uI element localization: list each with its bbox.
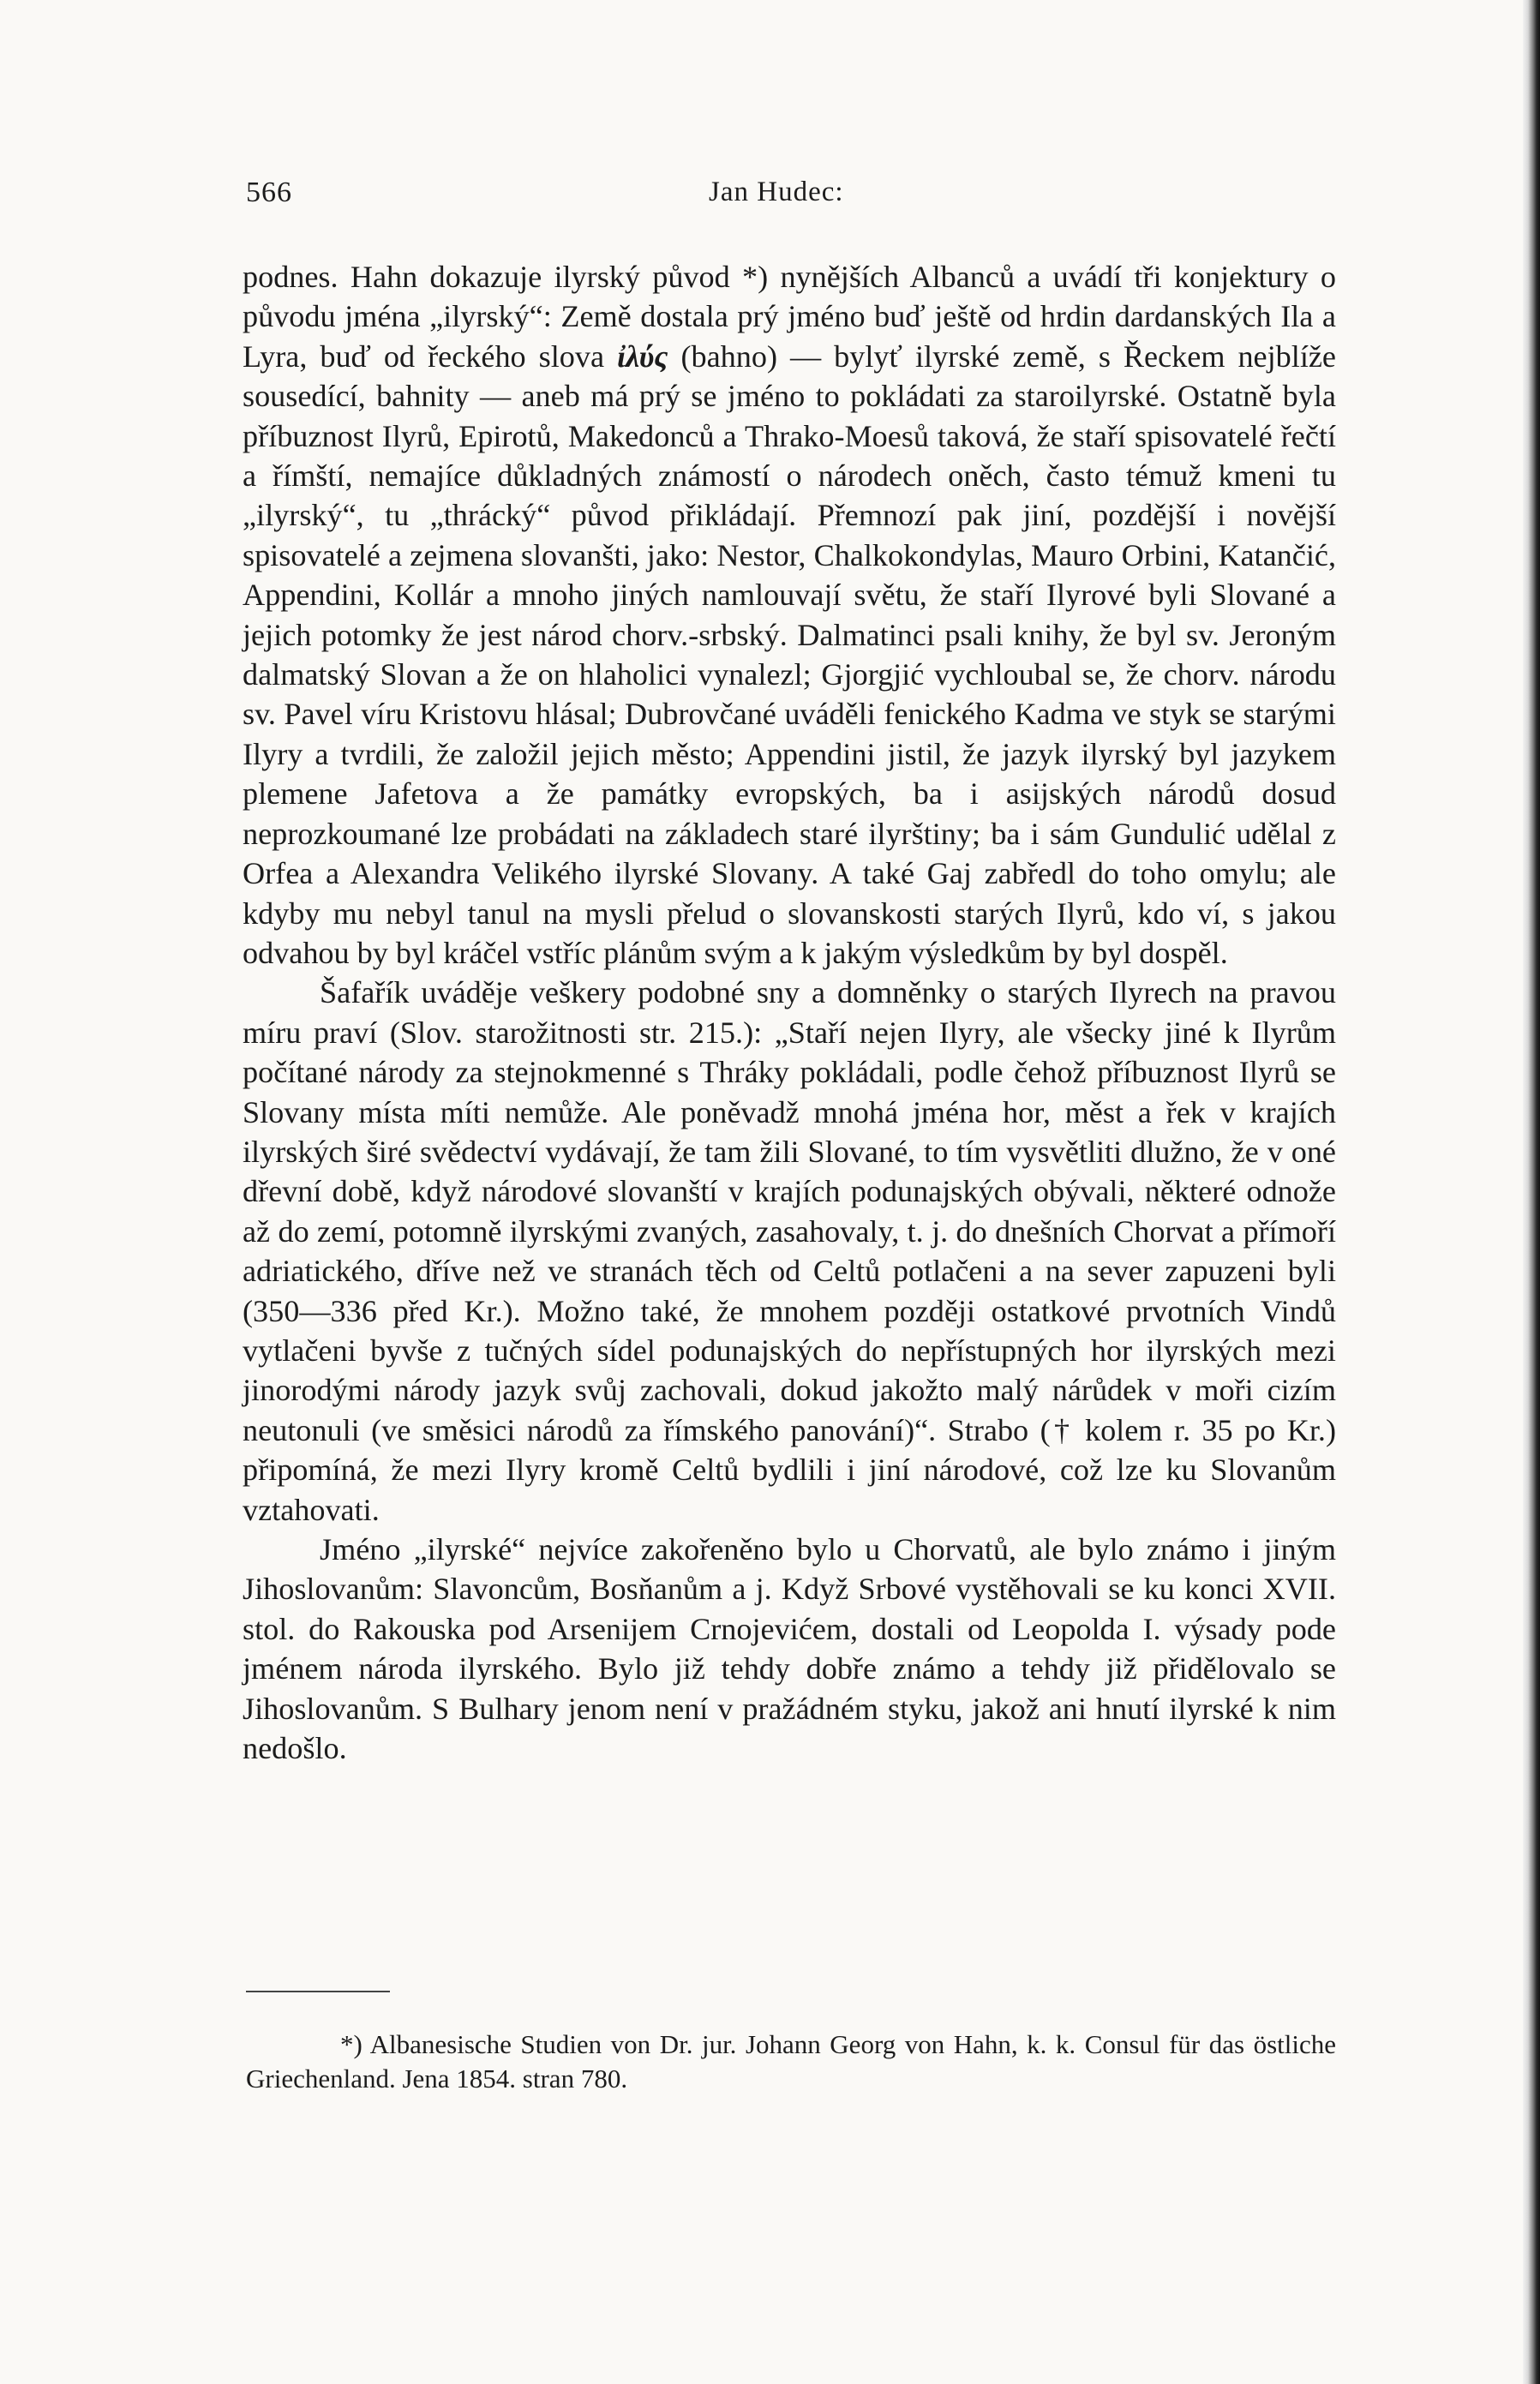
page-header (246, 177, 1300, 219)
running-head: Jan Hudec: (709, 177, 844, 207)
scan-edge-shadow (1523, 0, 1540, 2384)
greek-word: ἰλύς (617, 338, 668, 374)
page-number: 566 (246, 177, 292, 208)
body-text (243, 257, 1336, 1768)
footnote-divider (246, 1991, 390, 1992)
paragraph-1-part-b: (bahno) — bylyť ilyrské země, s Řeckem nejblíže sousedící, bahnity — aneb má prý se jméno to pokládati za staroilyrské. Ostatně byla příbuznost Ilyrů, Epirotů, Makedonců a Thrako-Moesů taková, že staří spisovatelé řečtí a římští, nemajíce důkladných známostí o národech oněch, často témuž kmeni tu „ilyrský“, tu „thrácký“ původ přikládají. Přemnozí pak jiní, pozdější i novější spisovatelé a zejmena slovanšti, jako: Nestor, Chalkokondylas, Mauro Orbini, Katančić, Appendini, Kollár a mnoho jiných namlouvají světu, že staří Ilyrové byli Slované a jejich potomky že jest národ chorv.-srbský. Dalmatinci psali knihy, že byl sv. Jeroným dalmatský Slovan a že on hlaholici vynalezl; Gjorgjić vychloubal se, že chorv. národu sv. Pavel víru Kristovu hlásal; Dubrovčané uváděli fenického Kadma ve styk se starými Ilyry a tvrdili, že založil jejich město; Appendini jistil, že jazyk ilyrský byl jazykem plemene Jafetova a že památky evropských, ba i asijských národů dosud neprozkoumané lze probádati na základech staré ilyrštiny; ba i sám Gundulić udělal z Orfea a Alexandra Velikého ilyrské Slovany. A také Gaj zabředl do toho omylu; ale kdyby mu nebyl tanul na mysli přelud o slovanskosti starých Ilyrů, kdo ví, s jakou odvahou by byl kráčel vstříc plánům svým a k jakým výsledkům by byl dospěl. (243, 338, 1336, 970)
paragraph-3: Jméno „ilyrské“ nejvíce zakořeněno bylo u Chorvatů, ale bylo známo i jiným Jihoslovanům: Slavoncům, Bosňanům a j. Když Srbové vystěhovali se ku konci XVII. stol. do Rakouska pod Arsenijem Crnojevićem, dostali od Leopolda I. výsady pode jménem národa ilyrského. Bylo již tehdy dobře známo a tehdy již přidělovalo se Jihoslovanům. S Bulhary jenom není v pražádném styku, jakož ani hnutí ilyrské k nim nedošlo. (243, 1532, 1336, 1766)
paragraph-1 (243, 257, 1336, 973)
paragraph-2: Šafařík uváděje veškery podobné sny a domněnky o starých Ilyrech na pravou míru praví (Slov. starožitnosti str. 215.): „Staří nejen Ilyry, ale všecky jiné k Ilyrům počítané národy za stejnokmenné s Thráky pokládali, podle čehož příbuznost Ilyrů se Slovany místa míti nemůže. Ale poněvadž mnohá jména hor, měst a řek v krajích ilyrských širé svědectví vydávají, že tam žili Slované, to tím vysvětliti dlužno, že v oné dřevní době, když národové slovanští v krajích podunajských obývali, některé odnože až do zemí, potomně ilyrskými zvaných, zasahovaly, t. j. do dnešních Chorvat a přímoří adriatického, dříve než ve stranách těch od Celtů potlačeni a na sever zapuzeni byli (350—336 před Kr.). Možno také, že mnohem později ostatkové prvotních Vindů vytlačeni byvše z tučných sídel podunajských do nepřístupných hor ilyrských mezi jinorodými národy jazyk svůj zachovali, dokud jakožto malý nárůdek v moři cizím neutonuli (ve směsici národů za římského panování)“. Strabo († kolem r. 35 po Kr.) připomíná, že mezi Ilyry kromě Celtů bydlili i jiní národové, což lze ku Slovanům vztahovati. (243, 975, 1336, 1527)
paragraph-1-part-a: podnes. Hahn dokazuje ilyrský původ *) nynějších Albanců a uvádí tři konjektury o původu jména „ilyrský“: Země dostala prý jméno buď ještě od hrdin dardanských Ila a Lyra, buď od řeckého slova (243, 260, 1336, 374)
footnote: *) Albanesische Studien von Dr. jur. Johann Georg von Hahn, k. k. Consul für das östliche Griechenland. Jena 1854. stran 780. (246, 2029, 1336, 2093)
